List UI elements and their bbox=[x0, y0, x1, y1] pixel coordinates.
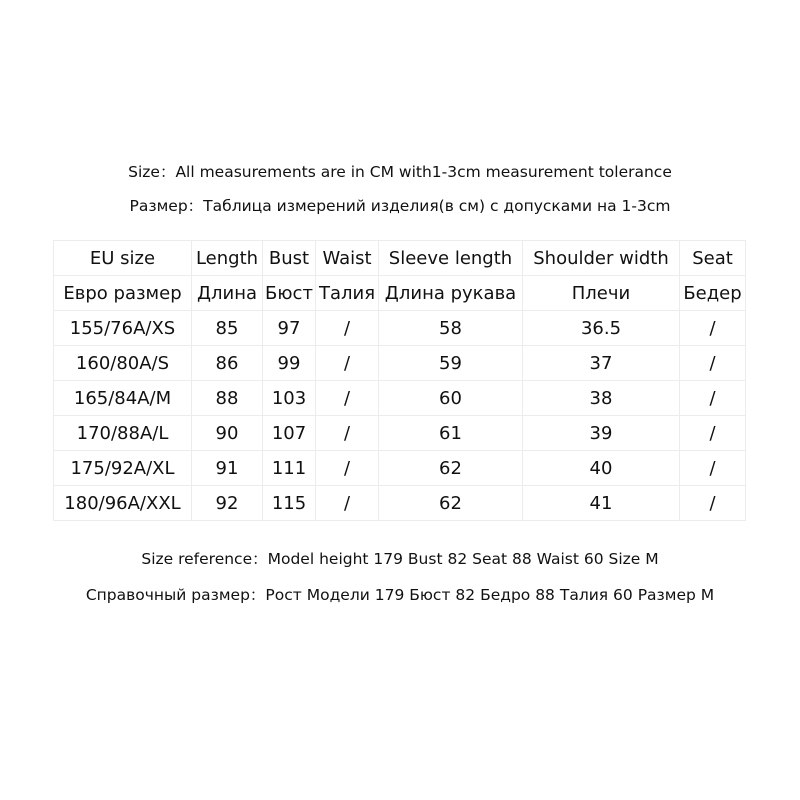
table-cell: / bbox=[316, 486, 379, 521]
table-cell: 40 bbox=[523, 451, 680, 486]
table-cell: 103 bbox=[263, 381, 316, 416]
table-cell: 59 bbox=[379, 346, 523, 381]
table-cell: 107 bbox=[263, 416, 316, 451]
table-row bbox=[54, 486, 746, 521]
table-cell: 62 bbox=[379, 451, 523, 486]
table-cell: 155/76A/XS bbox=[54, 311, 192, 346]
table-row bbox=[54, 381, 746, 416]
table-cell: / bbox=[316, 346, 379, 381]
table-cell: 170/88A/L bbox=[54, 416, 192, 451]
table-cell: 115 bbox=[263, 486, 316, 521]
table-cell: 91 bbox=[192, 451, 263, 486]
header-cell: EU size bbox=[54, 241, 192, 276]
table-cell: 160/80A/S bbox=[54, 346, 192, 381]
table-cell: 58 bbox=[379, 311, 523, 346]
table-cell: 97 bbox=[263, 311, 316, 346]
table-cell: 90 bbox=[192, 416, 263, 451]
header-cell: Длина рукава bbox=[379, 276, 523, 311]
header-cell: Длина bbox=[192, 276, 263, 311]
table-cell: 39 bbox=[523, 416, 680, 451]
table-row bbox=[54, 416, 746, 451]
table-cell: / bbox=[316, 416, 379, 451]
table-cell: / bbox=[316, 311, 379, 346]
table-cell: / bbox=[680, 311, 746, 346]
table-cell: / bbox=[316, 451, 379, 486]
header-cell: Length bbox=[192, 241, 263, 276]
table-cell: 41 bbox=[523, 486, 680, 521]
header-cell: Бедер bbox=[680, 276, 746, 311]
header-cell: Евро размер bbox=[54, 276, 192, 311]
size-reference-ru: Справочный размер：Рост Модели 179 Бюст 82 Бедро 88 Талия 60 Размер M bbox=[85, 586, 715, 604]
table-cell: 86 bbox=[192, 346, 263, 381]
header-cell: Shoulder width bbox=[523, 241, 680, 276]
table-cell: / bbox=[680, 486, 746, 521]
size-note-ru: Размер：Таблица измерений изделия(в см) с допусками на 1-3cm bbox=[129, 197, 671, 215]
table-cell: / bbox=[680, 451, 746, 486]
header-cell: Sleeve length bbox=[379, 241, 523, 276]
header-cell: Бюст bbox=[263, 276, 316, 311]
table-cell: / bbox=[316, 381, 379, 416]
table-cell: 36.5 bbox=[523, 311, 680, 346]
table-cell: 175/92A/XL bbox=[54, 451, 192, 486]
size-chart-table bbox=[53, 240, 746, 521]
table-row bbox=[54, 451, 746, 486]
table-cell: 37 bbox=[523, 346, 680, 381]
table-cell: 61 bbox=[379, 416, 523, 451]
table-cell: / bbox=[680, 416, 746, 451]
header-cell: Плечи bbox=[523, 276, 680, 311]
table-cell: 92 bbox=[192, 486, 263, 521]
size-reference-en: Size reference：Model height 179 Bust 82 Seat 88 Waist 60 Size M bbox=[141, 550, 659, 568]
table-cell: 88 bbox=[192, 381, 263, 416]
table-cell: 165/84A/M bbox=[54, 381, 192, 416]
header-row-ru bbox=[54, 276, 746, 311]
size-note-en: Size：All measurements are in CM with1-3cm measurement tolerance bbox=[128, 163, 672, 181]
header-cell: Seat bbox=[680, 241, 746, 276]
table-row bbox=[54, 311, 746, 346]
table-cell: 111 bbox=[263, 451, 316, 486]
table-row bbox=[54, 346, 746, 381]
table-cell: 62 bbox=[379, 486, 523, 521]
table-cell: 85 bbox=[192, 311, 263, 346]
table-cell: 38 bbox=[523, 381, 680, 416]
table-cell: 180/96A/XXL bbox=[54, 486, 192, 521]
table-cell: 99 bbox=[263, 346, 316, 381]
header-cell: Bust bbox=[263, 241, 316, 276]
header-cell: Талия bbox=[316, 276, 379, 311]
header-cell: Waist bbox=[316, 241, 379, 276]
table-cell: / bbox=[680, 381, 746, 416]
table-cell: 60 bbox=[379, 381, 523, 416]
table-cell: / bbox=[680, 346, 746, 381]
header-row-en bbox=[54, 241, 746, 276]
